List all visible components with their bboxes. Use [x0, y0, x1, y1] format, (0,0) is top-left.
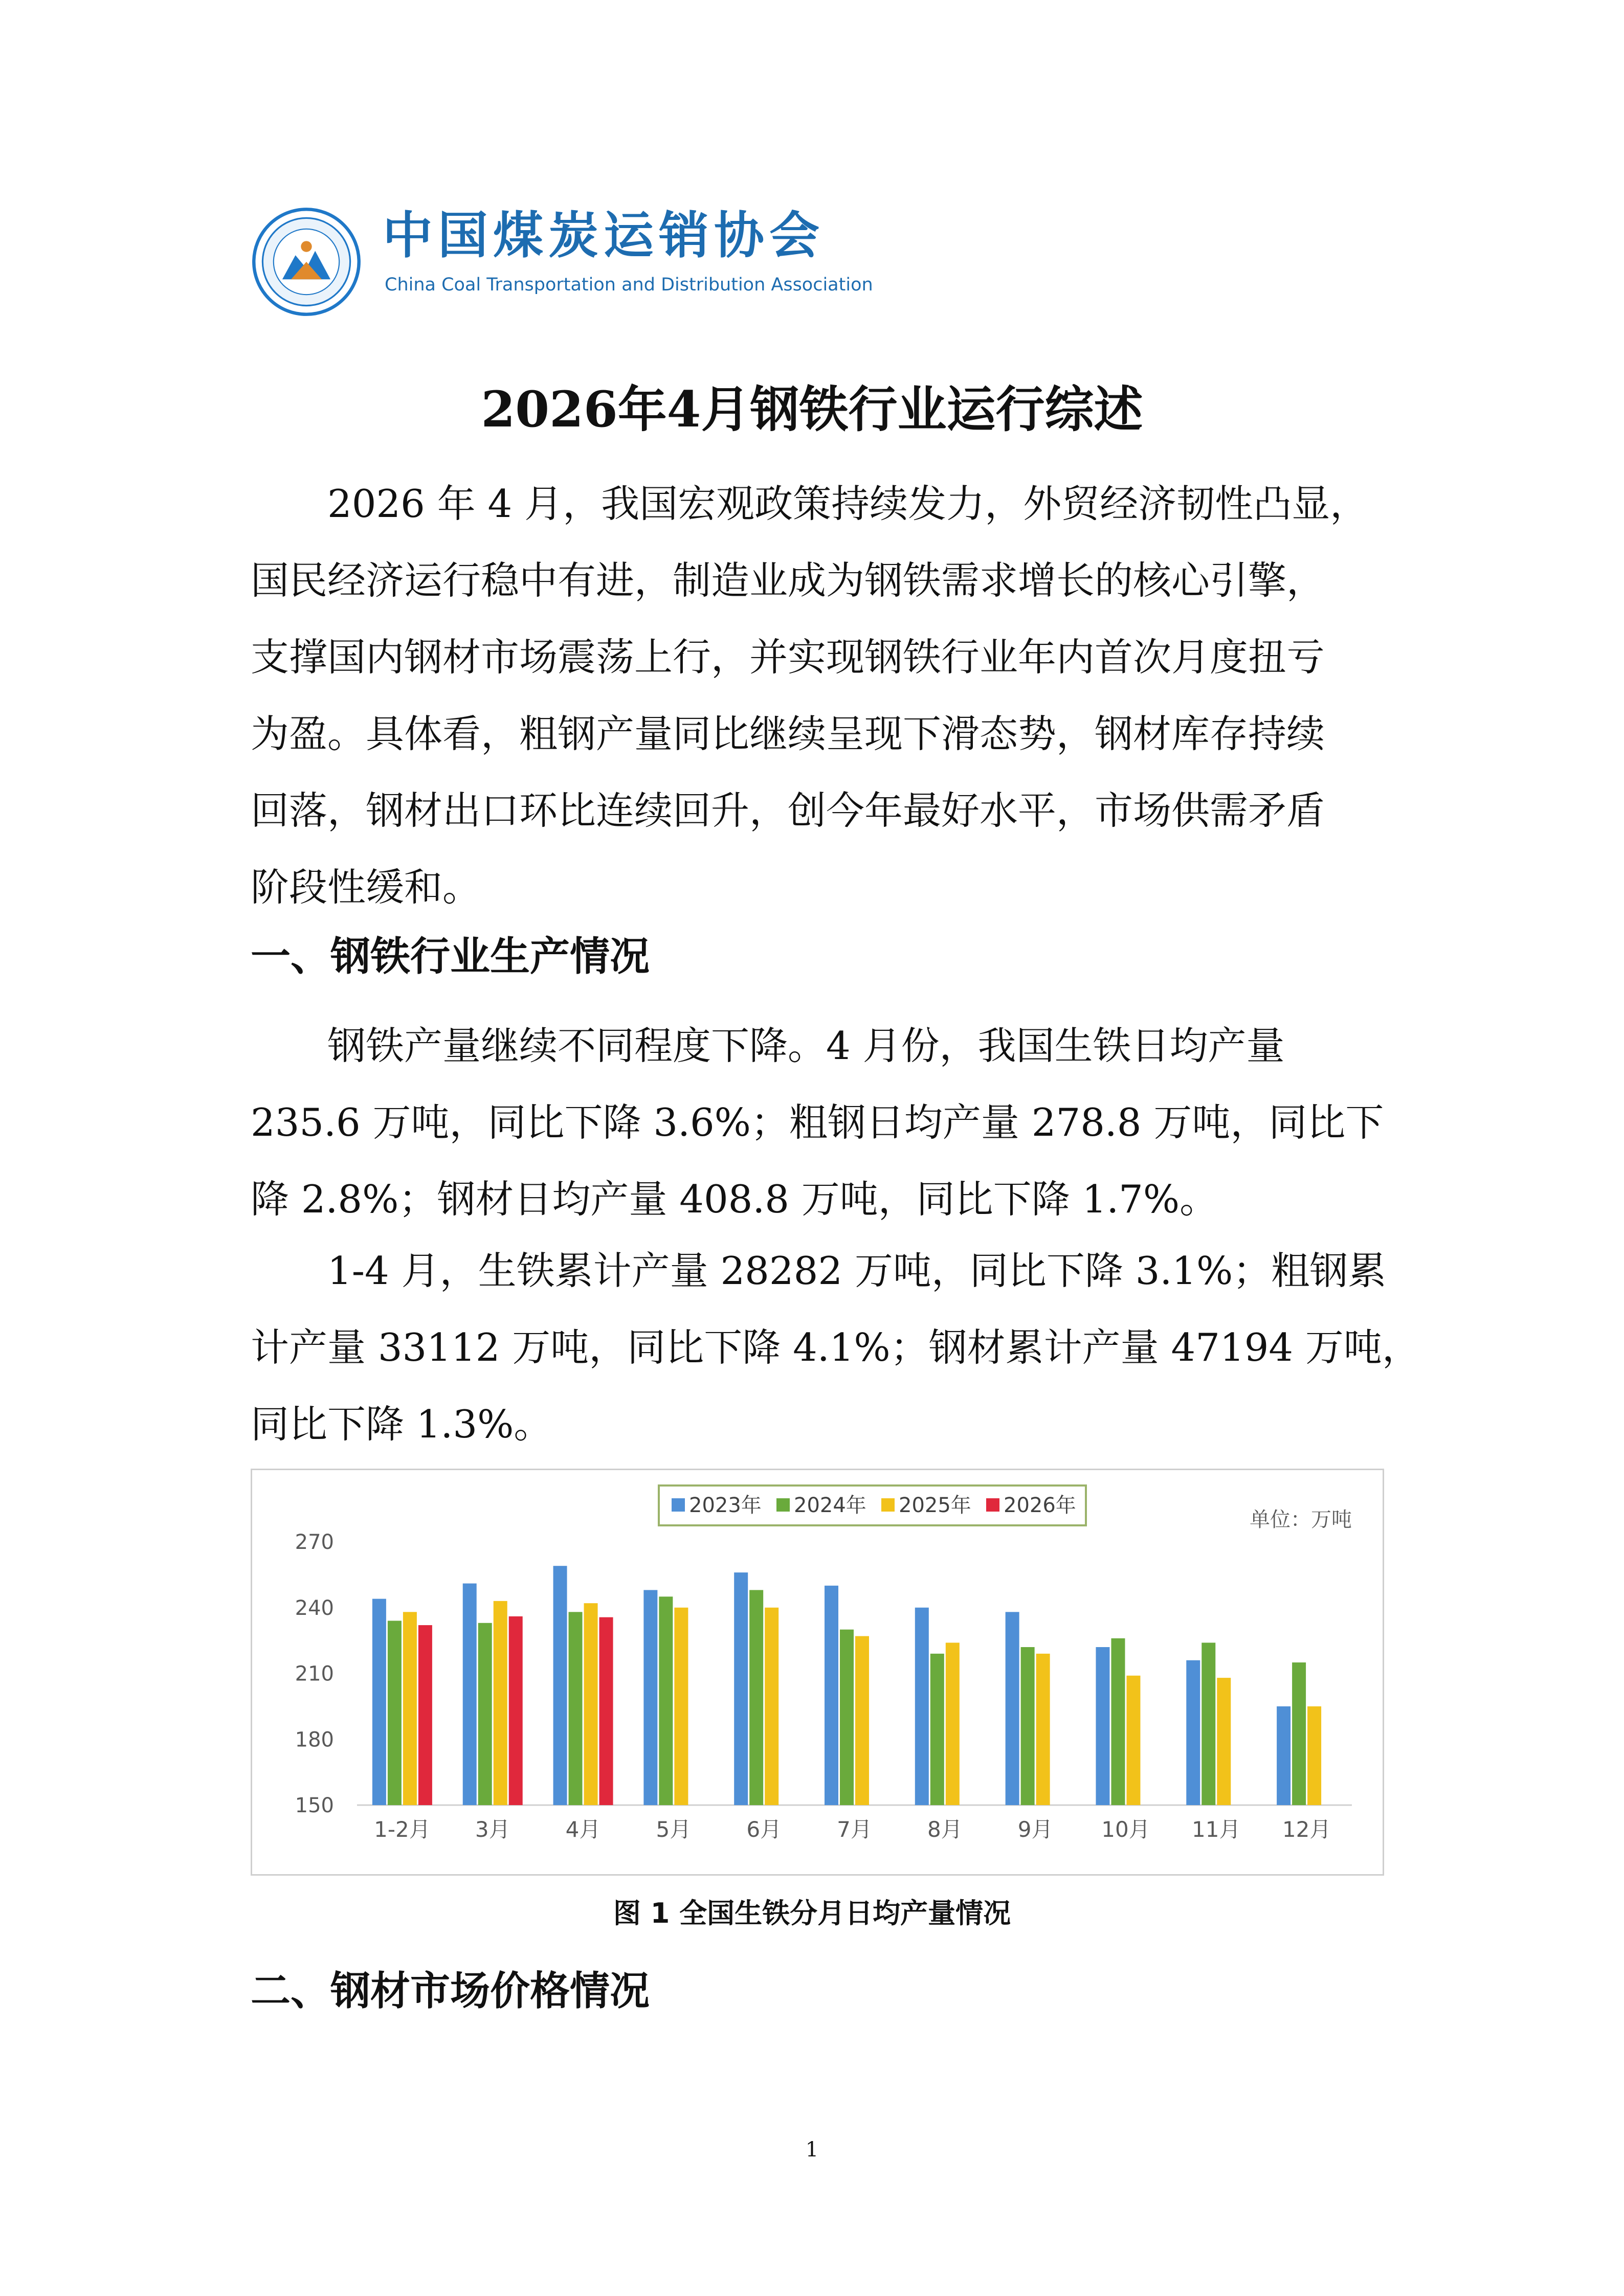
intro-paragraph [251, 465, 1391, 926]
x-tick-label: 3月 [475, 1817, 510, 1842]
x-tick-label: 12月 [1282, 1817, 1331, 1842]
legend-swatch [672, 1498, 685, 1512]
intro-line: 国民经济运行稳中有进，制造业成为钢铁需求增长的核心引擎， [251, 558, 1325, 603]
bar-2024年 [1292, 1662, 1306, 1805]
unit-label: 单位：万吨 [1250, 1508, 1352, 1532]
bar-2025年 [1307, 1706, 1321, 1805]
bar-2023年 [915, 1608, 929, 1805]
y-tick-label: 270 [295, 1530, 334, 1554]
bar-2025年 [1217, 1678, 1231, 1805]
intro-line: 支撑国内钢材市场震荡上行，并实现钢铁行业年内首次月度扭亏 [251, 635, 1325, 680]
bar-2023年 [372, 1599, 386, 1805]
bar-2023年 [553, 1566, 567, 1805]
bar-2024年 [1111, 1638, 1125, 1805]
bar-2025年 [855, 1636, 869, 1805]
bar-2025年 [674, 1608, 688, 1805]
bar-2025年 [1126, 1676, 1140, 1805]
page-number: 1 [805, 2138, 819, 2162]
bar-2023年 [1186, 1660, 1200, 1805]
legend-swatch [986, 1498, 999, 1512]
bar-2023年 [463, 1584, 477, 1805]
bar-2025年 [403, 1612, 417, 1805]
figure-caption: 图 1 全国生铁分月日均产量情况 [613, 1897, 1011, 1929]
x-tick-label: 5月 [656, 1817, 692, 1842]
legend-label: 2026年 [1004, 1494, 1076, 1517]
legend-swatch [881, 1498, 895, 1512]
x-tick-label: 8月 [927, 1817, 963, 1842]
x-tick-label: 7月 [837, 1817, 872, 1842]
bar-2025年 [765, 1608, 778, 1805]
bar-2024年 [1021, 1647, 1035, 1805]
legend-label: 2023年 [689, 1494, 762, 1517]
y-tick-label: 210 [295, 1662, 334, 1686]
bar-2024年 [840, 1630, 854, 1805]
section2-heading: 二、钢材市场价格情况 [251, 1968, 650, 2014]
bar-2023年 [825, 1586, 838, 1805]
bar-2023年 [643, 1590, 657, 1805]
y-tick-label: 240 [295, 1596, 334, 1620]
paragraph-line: 计产量 33112 万吨，同比下降 4.1%；钢材累计产量 47194 万吨， [251, 1325, 1420, 1370]
x-tick-label: 1-2月 [374, 1817, 431, 1842]
association-logo [252, 207, 361, 317]
intro-line: 阶段性缓和。 [251, 865, 481, 910]
bar-2025年 [1036, 1654, 1050, 1805]
x-tick-label: 6月 [746, 1817, 782, 1842]
y-tick-label: 180 [295, 1728, 334, 1752]
bar-2023年 [734, 1572, 748, 1805]
bar-2026年 [599, 1617, 613, 1805]
section1-paragraph-2 [251, 1232, 1420, 1462]
x-tick-label: 11月 [1192, 1817, 1241, 1842]
legend-label: 2025年 [899, 1494, 971, 1517]
bar-2023年 [1006, 1612, 1019, 1805]
pig-iron-daily-output-chart [252, 1470, 1383, 1874]
intro-line: 回落，钢材出口环比连续回升，创今年最好水平，市场供需矛盾 [251, 788, 1325, 833]
paragraph-line: 1-4 月，生铁累计产量 28282 万吨，同比下降 3.1%；粗钢累 [327, 1248, 1387, 1293]
bar-2025年 [584, 1603, 598, 1805]
legend-label: 2024年 [794, 1494, 866, 1517]
paragraph-line: 235.6 万吨，同比下降 3.6%；粗钢日均产量 278.8 万吨，同比下 [251, 1100, 1384, 1145]
x-tick-label: 9月 [1017, 1817, 1053, 1842]
intro-line: 2026 年 4 月，我国宏观政策持续发力，外贸经济韧性凸显， [327, 481, 1369, 526]
bar-2024年 [930, 1654, 944, 1805]
bar-2024年 [569, 1612, 583, 1805]
bar-2023年 [1277, 1706, 1291, 1805]
document-title: 2026年4月钢铁行业运行综述 [481, 380, 1143, 438]
org-name-en: China Coal Transportation and Distribution Association [385, 275, 873, 295]
section1-paragraph-1 [251, 1007, 1391, 1237]
figure-frame [251, 1469, 1384, 1876]
bar-2026年 [418, 1625, 432, 1805]
bar-2025年 [494, 1601, 507, 1805]
paragraph-line: 钢铁产量继续不同程度下降。4 月份，我国生铁日均产量 [327, 1023, 1285, 1068]
bar-2024年 [478, 1623, 492, 1805]
section1-heading: 一、钢铁行业生产情况 [251, 934, 650, 980]
bar-2024年 [1202, 1642, 1215, 1805]
paragraph-line: 降 2.8%；钢材日均产量 408.8 万吨，同比下降 1.7%。 [251, 1177, 1218, 1222]
org-name-cn: 中国煤炭运销协会 [383, 207, 825, 265]
bar-2024年 [659, 1596, 673, 1805]
paragraph-line: 同比下降 1.3%。 [251, 1402, 552, 1447]
bar-2025年 [946, 1642, 960, 1805]
bar-2026年 [509, 1616, 523, 1805]
bar-2024年 [749, 1590, 763, 1805]
x-tick-label: 4月 [565, 1817, 601, 1842]
bar-2024年 [388, 1621, 402, 1806]
x-tick-label: 10月 [1101, 1817, 1150, 1842]
intro-line: 为盈。具体看，粗钢产量同比继续呈现下滑态势，钢材库存持续 [251, 711, 1325, 756]
bar-2023年 [1096, 1647, 1109, 1805]
y-tick-label: 150 [295, 1794, 334, 1817]
legend-swatch [776, 1498, 790, 1512]
